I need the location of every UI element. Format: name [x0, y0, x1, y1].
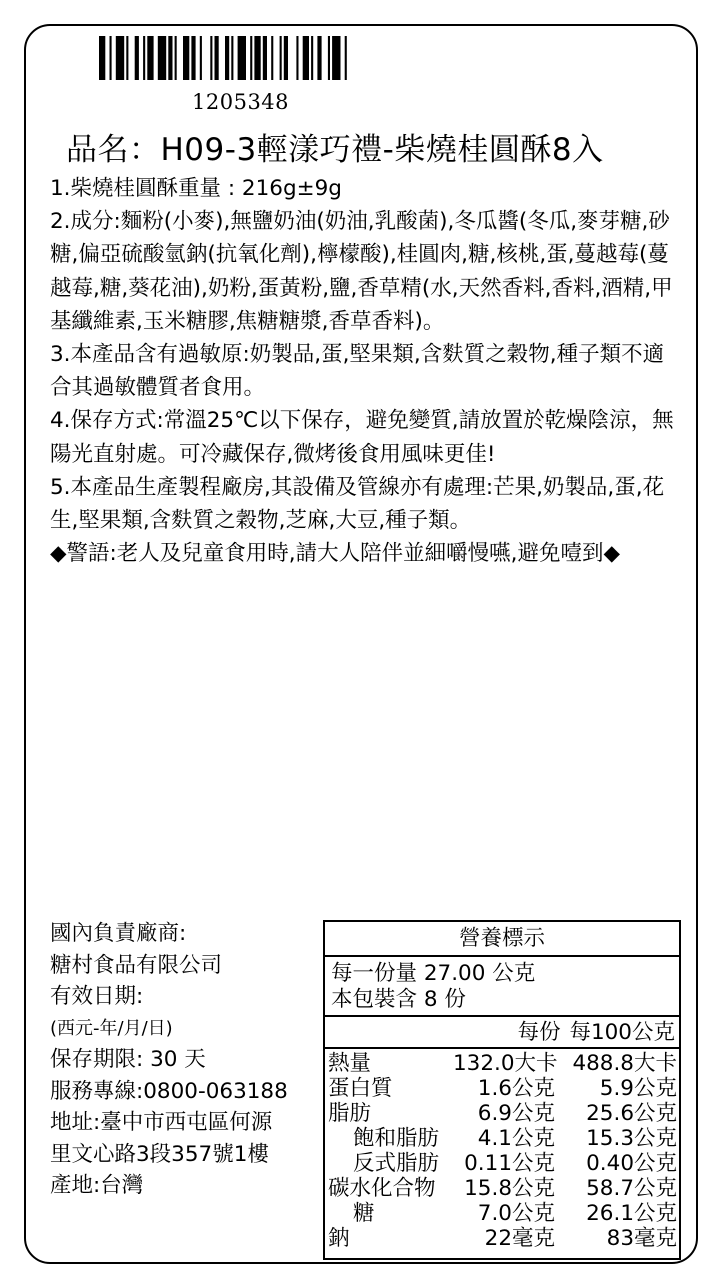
barcode-number: 1205348: [192, 90, 290, 114]
nutrition-row: [325, 1226, 679, 1251]
nutrient-name: 脂肪: [328, 1101, 372, 1126]
value-per-serving: 7.0公克: [477, 1201, 555, 1226]
value-per-100g: 25.6公克: [586, 1101, 677, 1126]
detail-weight: 1.柴燒桂圓酥重量 : 216g±9g: [50, 176, 342, 201]
nutrient-name: 鈉: [328, 1226, 350, 1251]
barcode-image: [99, 36, 365, 80]
value-per-100g: 83毫克: [606, 1226, 677, 1251]
product-details: [50, 172, 676, 570]
company-info: [50, 918, 322, 1202]
servings-per-package: 本包裝含 8 份: [331, 987, 466, 1012]
service-hotline: 服務專線:0800-063188: [50, 1078, 288, 1104]
value-per-serving: 1.6公克: [477, 1076, 555, 1101]
value-per-100g: 26.1公克: [586, 1201, 677, 1226]
address-line-2: 里文心路3段357號1樓: [50, 1141, 269, 1167]
nutrient-name: 飽和脂肪: [353, 1126, 440, 1151]
nutrition-row: [325, 1176, 679, 1201]
value-per-100g: 58.7公克: [586, 1176, 677, 1201]
address-line-1: 地址:臺中市西屯區何源: [50, 1110, 273, 1135]
shelf-life: 保存期限: 30 天: [50, 1047, 206, 1072]
nutrient-name: 蛋白質: [328, 1076, 393, 1101]
value-per-serving: 15.8公克: [464, 1176, 555, 1201]
header-per-serving: 每份: [517, 1020, 561, 1045]
nutrient-name: 熱量: [328, 1051, 372, 1076]
nutrition-header: [325, 1017, 679, 1049]
nutrition-row: [325, 1201, 679, 1226]
expiry-format: (西元-年/月/日): [50, 1017, 173, 1039]
nutrition-row: [325, 1126, 679, 1151]
detail-warning: ◆警語:老人及兒童食用時,請大人陪伴並細嚼慢嚥,避免噎到◆: [50, 541, 620, 567]
manufacturer-label: 國內負責廠商:: [50, 921, 187, 946]
nutrition-table: [323, 920, 681, 1260]
serving-info: [325, 957, 679, 1017]
value-per-100g: 0.40公克: [586, 1151, 677, 1176]
origin: 產地:台灣: [50, 1173, 144, 1198]
detail-facility: 5.本產品生產製程廠房,其設備及管線亦有處理:芒果,奶製品,蛋,花生,堅果類,含麩質之穀物,芝麻,大豆,種子類。: [50, 474, 665, 534]
detail-ingredients: 2.成分:麵粉(小麥),無鹽奶油(奶油,乳酸菌),冬瓜醬(冬瓜,麥芽糖,砂糖,偏亞硫酸氫鈉(抗氧化劑),檸檬酸),桂圓肉,糖,核桃,蛋,蔓越莓(蔓越莓,糖,葵花油),奶粉,蛋黃粉,鹽,香草精(水,天然香料,香料,酒精,甲基纖維素,玉米糖膠,焦糖糖漿,香草香料)。: [50, 209, 673, 334]
nutrient-name: 反式脂肪: [353, 1151, 440, 1176]
value-per-serving: 0.11公克: [464, 1151, 555, 1176]
nutrition-row: [325, 1101, 679, 1126]
value-per-100g: 488.8大卡: [572, 1051, 677, 1076]
value-per-100g: 5.9公克: [599, 1076, 677, 1101]
nutrition-title: 營養標示: [325, 922, 679, 957]
nutrition-rows: [325, 1049, 679, 1251]
value-per-serving: 22毫克: [484, 1226, 555, 1251]
nutrition-row: [325, 1076, 679, 1101]
nutrient-name: 碳水化合物: [328, 1176, 436, 1201]
manufacturer-name: 糖村食品有限公司: [50, 952, 223, 978]
detail-storage: 4.保存方式:常溫25℃以下保存，避免變質,請放置於乾燥陰涼，無陽光直射處。可冷藏保存,微烤後食用風味更佳!: [50, 408, 674, 467]
product-title: 品名：H09-3輕漾巧禮-柴燒桂圓酥8入: [66, 132, 604, 168]
value-per-serving: 6.9公克: [477, 1101, 555, 1126]
value-per-100g: 15.3公克: [586, 1126, 677, 1151]
nutrition-row: [325, 1151, 679, 1176]
expiry-label: 有效日期:: [50, 984, 144, 1009]
nutrient-name: 糖: [353, 1201, 375, 1226]
value-per-serving: 4.1公克: [477, 1126, 555, 1151]
value-per-serving: 132.0大卡: [453, 1051, 558, 1076]
nutrition-row: [325, 1051, 679, 1076]
serving-size: 每一份量 27.00 公克: [331, 961, 536, 986]
detail-allergens: 3.本產品含有過敏原:奶製品,蛋,堅果類,含麩質之穀物,種子類不適合其過敏體質者食用。: [50, 342, 665, 401]
header-per-100g: 每100公克: [569, 1020, 675, 1045]
